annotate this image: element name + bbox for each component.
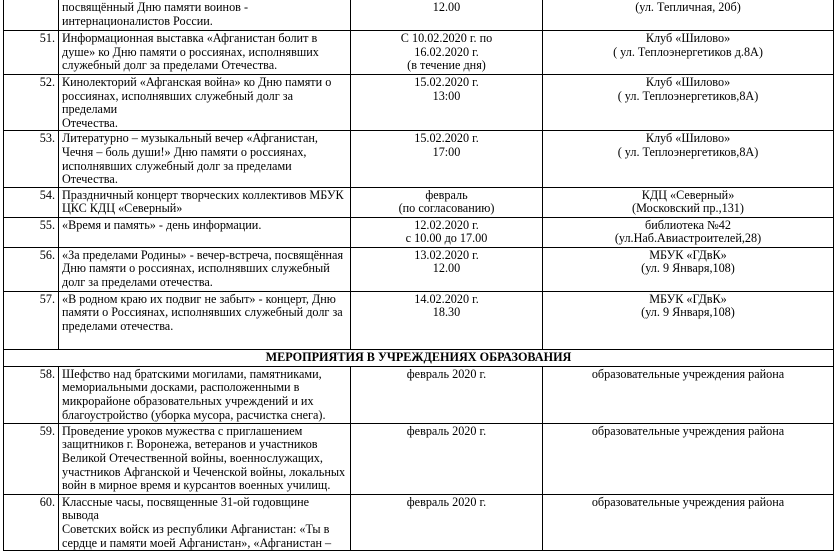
event-name: «За пределами Родины» - вечер-встреча, посвящённая Дню памяти о россиянах, исполнявших служебный долг за пределами отечества. bbox=[59, 247, 351, 291]
event-name: «В родном краю их подвиг не забыт» - концерт, Дню памяти о Россиянах, исполнявших служебный долг за пределами отечества. bbox=[59, 291, 351, 349]
event-place: КДЦ «Северный» (Московский пр.,131) bbox=[543, 187, 834, 217]
event-place: Клуб «Шилово» ( ул. Теплоэнергетиков,8А) bbox=[543, 131, 834, 187]
row-number: 52. bbox=[4, 75, 59, 131]
row-number: 60. bbox=[4, 494, 59, 550]
event-place: образовательные учреждения района bbox=[543, 423, 834, 494]
event-date: февраль 2020 г. bbox=[351, 494, 543, 550]
table-row bbox=[4, 217, 834, 247]
table-row bbox=[4, 31, 834, 75]
table-row bbox=[4, 187, 834, 217]
event-date: февраль 2020 г. bbox=[351, 366, 543, 423]
event-date: 12.00 bbox=[351, 0, 543, 31]
table-row bbox=[4, 423, 834, 494]
row-number: 51. bbox=[4, 31, 59, 75]
event-date: 15.02.2020 г. 13:00 bbox=[351, 75, 543, 131]
event-name: Проведение уроков мужества с приглашением защитников г. Воронежа, ветеранов и участников Великой Отечественной войны, военнослужащих, участников Афганской и Чеченской войны, локальных войн в мирное время и курсантов военных училищ. bbox=[59, 423, 351, 494]
event-date: февраль 2020 г. bbox=[351, 423, 543, 494]
table-row bbox=[4, 75, 834, 131]
event-place: МБУК «ГДвК» (ул. 9 Января,108) bbox=[543, 247, 834, 291]
table-row bbox=[4, 494, 834, 550]
row-number bbox=[4, 0, 59, 31]
row-number: 59. bbox=[4, 423, 59, 494]
event-name: Праздничный концерт творческих коллективов МБУК ЦКС КДЦ «Северный» bbox=[59, 187, 351, 217]
event-place: МБУК «ГДвК» (ул. 9 Января,108) bbox=[543, 291, 834, 349]
event-name: «Время и память» - день информации. bbox=[59, 217, 351, 247]
event-date: 15.02.2020 г. 17:00 bbox=[351, 131, 543, 187]
event-date: февраль (по согласованию) bbox=[351, 187, 543, 217]
table-row bbox=[4, 366, 834, 423]
event-date: 12.02.2020 г. с 10.00 до 17.00 bbox=[351, 217, 543, 247]
event-name: Литературно – музыкальный вечер «Афганистан, Чечня – боль души!» Дню памяти о россиянах, исполнявших служебный долг за пределами Отечества. bbox=[59, 131, 351, 187]
event-name: Шефство над братскими могилами, памятниками, мемориальными досками, расположенными в микрорайоне образовательных учреждений и их благоустройство (уборка мусора, расчистка снега). bbox=[59, 366, 351, 423]
table-row bbox=[4, 247, 834, 291]
section-header-row bbox=[4, 349, 834, 366]
event-place: библиотека №42 (ул.Наб.Авиастроителей,28) bbox=[543, 217, 834, 247]
events-table-body-top bbox=[4, 0, 834, 349]
events-table bbox=[3, 0, 834, 551]
section-header-body bbox=[4, 349, 834, 366]
row-number: 54. bbox=[4, 187, 59, 217]
table-row bbox=[4, 0, 834, 31]
event-date: 14.02.2020 г. 18.30 bbox=[351, 291, 543, 349]
events-table-body-bottom bbox=[4, 366, 834, 550]
event-date: С 10.02.2020 г. по 16.02.2020 г. (в течение дня) bbox=[351, 31, 543, 75]
table-row bbox=[4, 131, 834, 187]
row-number: 55. bbox=[4, 217, 59, 247]
event-name: Кинолекторий «Афганская война» ко Дню памяти о россиянах, исполнявших служебный долг за пределами Отечества. bbox=[59, 75, 351, 131]
table-row bbox=[4, 291, 834, 349]
row-number: 57. bbox=[4, 291, 59, 349]
section-title: МЕРОПРИЯТИЯ В УЧРЕЖДЕНИЯХ ОБРАЗОВАНИЯ bbox=[4, 349, 834, 366]
event-date: 13.02.2020 г. 12.00 bbox=[351, 247, 543, 291]
event-name: посвящённый Дню памяти воинов - интернационалистов России. bbox=[59, 0, 351, 31]
event-place: образовательные учреждения района bbox=[543, 494, 834, 550]
event-name: Информационная выставка «Афганистан болит в душе» ко Дню памяти о россиянах, исполнявших служебный долг за пределами Отечества. bbox=[59, 31, 351, 75]
event-place: Клуб «Шилово» ( ул. Теплоэнергетиков,8А) bbox=[543, 75, 834, 131]
event-place: образовательные учреждения района bbox=[543, 366, 834, 423]
row-number: 58. bbox=[4, 366, 59, 423]
row-number: 53. bbox=[4, 131, 59, 187]
row-number: 56. bbox=[4, 247, 59, 291]
event-place: Клуб «Шилово» ( ул. Теплоэнергетиков д.8А) bbox=[543, 31, 834, 75]
event-place: (ул. Тепличная, 20б) bbox=[543, 0, 834, 31]
event-name: Классные часы, посвященные 31-ой годовщине вывода Советских войск из республики Афганистан: «Ты в сердце и памяти моей Афганистан», «Афганистан – bbox=[59, 494, 351, 550]
